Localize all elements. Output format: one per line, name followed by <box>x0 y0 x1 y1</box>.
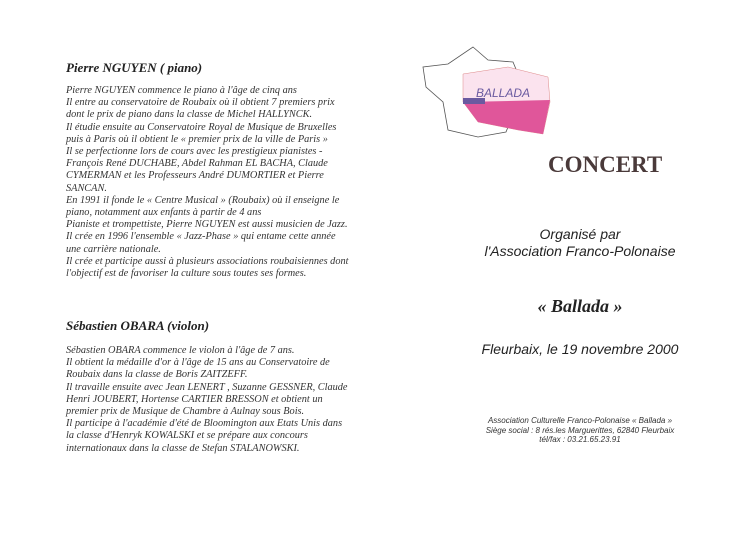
bio-line: Il obtient la médaille d'or à l'âge de 15 ans au Conservatoire de <box>66 357 330 369</box>
bio-line: Henri JOUBERT, Hortense CARTIER BRESSON et obtient un <box>66 393 323 405</box>
bio-line: Roubaix dans la classe de Boris ZAITZEFF. <box>66 369 248 381</box>
bio-line: Pianiste et trompettiste, Pierre NGUYEN est aussi musicien de Jazz. <box>66 219 348 231</box>
ballada-logo <box>418 42 558 140</box>
bio-line: Il travaille ensuite avec Jean LENERT , Suzanne GESSNER, Claude <box>66 381 348 393</box>
bio-line: la classe d'Henryk KOWALSKI et se prépare aux concours <box>66 430 308 442</box>
event-date: Fleurbaix, le 19 novembre 2000 <box>481 341 679 357</box>
bio-line: Sébastien OBARA commence le violon à l'âge de 7 ans. <box>66 345 295 356</box>
bio-line: une carrière nationale. <box>66 243 161 255</box>
organised-by: Organisé par <box>539 226 621 242</box>
bio-line: piano, notamment aux enfants à partir de 4 ans <box>66 207 262 219</box>
pierre-bio <box>66 85 386 280</box>
bio-line: puis à Paris où il obtient le « premier prix de la ville de Paris » <box>66 133 328 145</box>
bio-line: l'objectif est de favoriser la culture sous toutes ses formes. <box>66 268 307 280</box>
bio-line: SANCAN. <box>66 182 107 194</box>
bio-line: Pierre NGUYEN commence le piano à l'âge de cinq ans <box>66 85 297 96</box>
bio-line: dont le prix de piano dans la classe de Michel HALLYNCK. <box>66 109 313 121</box>
bio-line: premier prix de Musique de Chambre à Aulnay sous Bois. <box>66 406 305 418</box>
bio-line: En 1991 il fonde le « Centre Musical » (Roubaix) où il enseigne le <box>66 194 340 206</box>
sebastien-bio <box>66 345 386 455</box>
footer-address: Association Culturelle Franco-Polonaise « Ballada » Siège social : 8 rés.les Marguerittes, 62840 Fleurbaix tél/fax : 03.21.65.23.91 <box>485 416 675 444</box>
bio-line: CYMERMAN et les Professeurs André DUMORTIER et Pierre <box>66 170 324 182</box>
bio-line: Il participe à l'académie d'été de Bloomington aux Etats Unis dans <box>66 418 343 430</box>
bio-line: Il crée en 1996 l'ensemble « Jazz-Phase » qui entame cette année <box>66 231 336 243</box>
bio-line: François René DUCHABE, Abdel Rahman EL BACHA, Claude <box>66 158 328 170</box>
svg-text:BALLADA: BALLADA <box>476 86 531 100</box>
bio-line: Il crée et participe aussi à plusieurs associations roubaisiennes dont <box>66 255 349 267</box>
bio-line: internationaux dans la classe de Stefan STALANOWSKI. <box>66 442 300 454</box>
bio-line: Il se perfectionne lors de cours avec les prestigieux pianistes - <box>66 146 323 158</box>
bio-line: Il étudie ensuite au Conservatoire Royal de Musique de Bruxelles <box>66 121 337 133</box>
ballada-name: « Ballada » <box>537 296 623 316</box>
association-name: l'Association Franco-Polonaise <box>484 243 676 259</box>
concert-title: CONCERT <box>548 152 663 177</box>
pierre-heading: Pierre NGUYEN ( piano) <box>66 60 203 75</box>
sebastien-heading: Sébastien OBARA (violon) <box>66 318 210 333</box>
bio-line: Il entre au conservatoire de Roubaix où il obtient 7 premiers prix <box>66 97 335 109</box>
